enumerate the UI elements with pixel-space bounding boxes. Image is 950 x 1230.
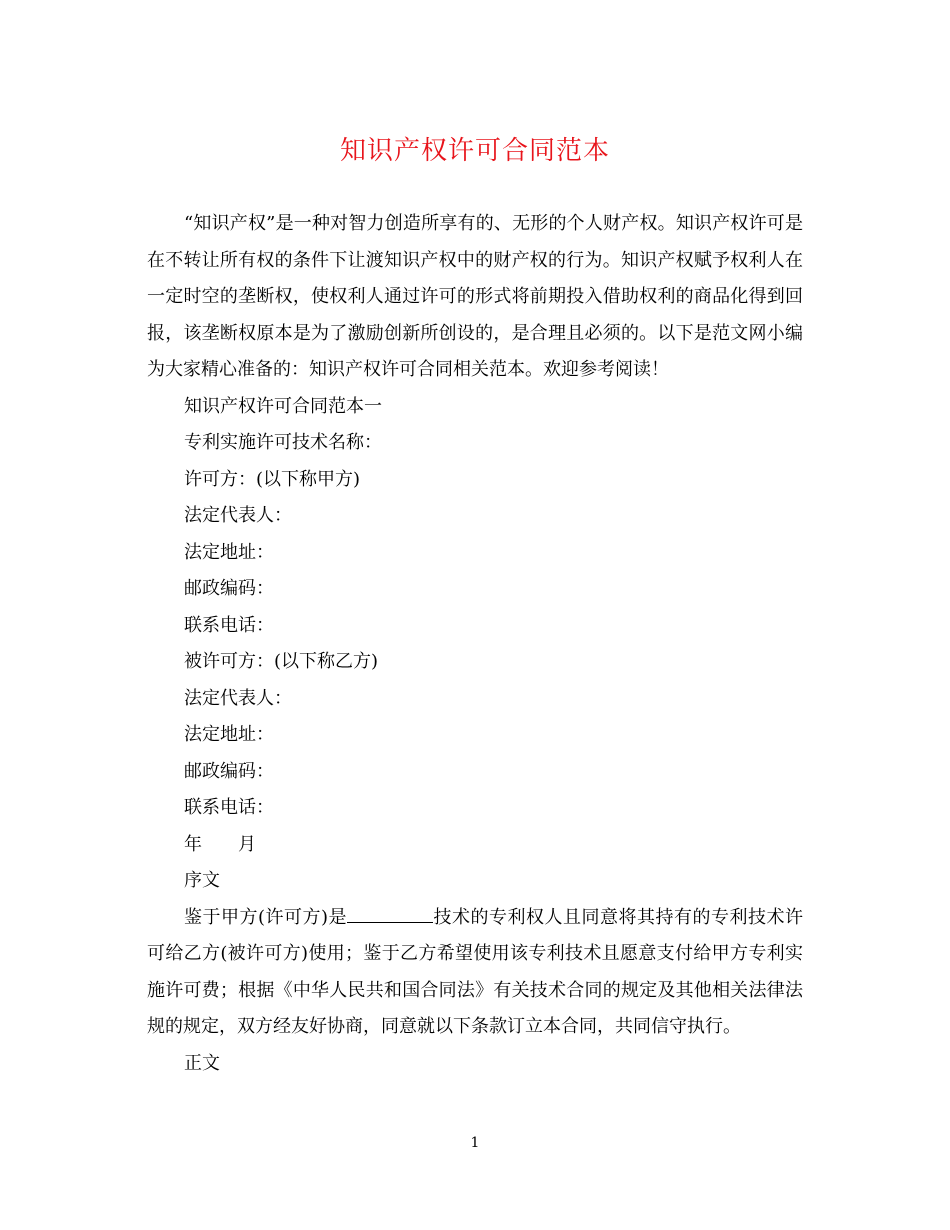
fill-in-blank (347, 903, 433, 923)
preface-text-rest: 技术的专利权人且同意将其持有的专利技术许可给乙方(被许可方)使用；鉴于乙方希望使用该专利技术且愿意支付给甲方专利实施许可费；根据《中华人民共和国合同法》有关技术合同的规定及其他相关法律法规的规定，双方经友好协商，同意就以下条款订立本合同，共同信守执行。 (147, 906, 803, 1037)
licensor-phone-line: 联系电话： (184, 614, 274, 636)
section-heading: 知识产权许可合同范本一 (184, 395, 382, 417)
page-number: 1 (470, 1135, 480, 1151)
preface-heading: 序文 (184, 870, 220, 891)
licensee-rep-line: 法定代表人： (184, 687, 292, 709)
licensee-zip-line: 邮政编码： (184, 760, 274, 782)
date-month: 月 (238, 833, 256, 855)
patent-name-line: 专利实施许可技术名称： (184, 432, 382, 453)
licensor-zip-line: 邮政编码： (184, 578, 274, 599)
date-year: 年 (184, 833, 202, 855)
intro-paragraph: “知识产权”是一种对智力创造所享有的、无形的个人财产权。知识产权许可是在不转让所有权的条件下让渡知识产权中的财产权的行为。知识产权赋予权利人在一定时空的垄断权，使权利人通过许可的形式将前期投入借助权利的商品化得到回报，该垄断权原本是为了激励创新所创设的，是合理且必须的。以下是范文网小编为大家精心准备的：知识产权许可合同相关范本。欢迎参考阅读！ (147, 213, 803, 380)
licensee-address-line: 法定地址： (184, 724, 274, 745)
licensor-rep-line: 法定代表人： (184, 505, 292, 526)
licensee-phone-line: 联系电话： (184, 797, 274, 818)
main-text-heading: 正文 (184, 1052, 220, 1074)
date-line (147, 827, 803, 864)
licensor-address-line: 法定地址： (184, 541, 274, 563)
document-title: 知识产权许可合同范本 (339, 136, 610, 166)
licensor-line: 许可方：(以下称甲方) (184, 468, 361, 490)
licensee-line: 被许可方：(以下称乙方) (184, 651, 379, 672)
document-body (147, 206, 803, 1082)
preface-text-start: 鉴于甲方(许可方)是 (184, 906, 348, 928)
preface-paragraph (147, 900, 803, 1046)
